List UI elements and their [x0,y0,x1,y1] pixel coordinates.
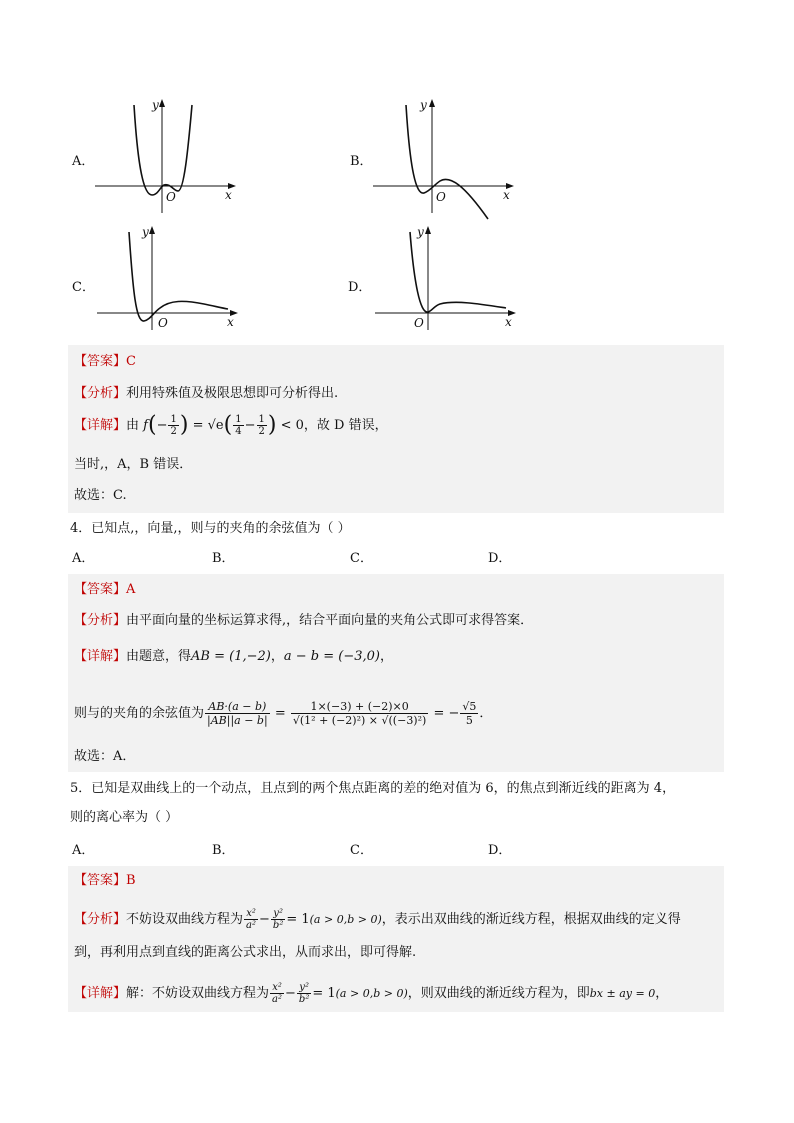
q3-line2: 当时,，A，B 错误． [74,457,193,472]
analysis-tag: 【分析】 [74,912,127,927]
fraction-half: $\frac{1}{2}$ [170,414,177,437]
fraction-half-2: $\frac{1}{2}$ [258,414,265,437]
detail-text-2: ，则双曲线的渐近线方程为，即 [407,986,590,1001]
q5-question-line1: 5．已知是双曲线上的一个动点，且点到的两个焦点距离的差的绝对值为 6，的焦点到渐近线的距离为 4， [70,781,676,796]
condition: (a > 0,b > 0) [309,913,382,926]
q3-conclusion: 故选：C. [74,488,127,503]
answer-tag: 【答案】 [74,873,127,888]
q5-option-d[interactable]: D． [488,843,512,858]
q5-detail-row [74,982,668,1005]
paren-close-2: ) [267,412,277,438]
option-c-label[interactable]: C． [72,280,95,295]
less-than-zero: < 0 [280,418,304,433]
analysis-tag: 【分析】 [74,613,127,628]
graph-a-origin-label: O [166,190,176,204]
detail-tag: 【详解】 [74,418,127,433]
q4-question: 4．已知点,，向量,，则与的夹角的余弦值为（ ） [70,521,351,536]
func-f: f [143,418,148,433]
option-d-label[interactable]: D． [348,280,372,295]
fraction-x2-a2: $\frac{\text{x²}}{\text{a²}}$ [272,982,283,1005]
q5-option-a[interactable]: A． [72,843,95,858]
q4-detail-row [74,648,393,666]
graph-b-y-label: y [420,98,427,112]
graph-a-y-label: y [152,98,159,112]
detail-tag: 【详解】 [74,986,127,1001]
cos-fraction-values: $\frac{1\times(-3) + (-2)\times 0}{\text{√(1² + (−2)²) × √((−3)²)}}$ [292,700,427,727]
graph-c-y-label: y [142,225,149,239]
option-a-label[interactable]: A． [72,154,95,169]
analysis-text: 不妨设双曲线方程为 [126,912,244,927]
q4-cos-row [74,700,492,727]
detail-prefix: 由 [126,418,140,433]
answer-tag: 【答案】 [74,582,127,597]
vector-a-minus-b: a − b = (−3,0) [283,649,380,664]
equals-sign: = [192,418,204,433]
answer-value: C [126,354,136,369]
q5-analysis-line2: 到，再利用点到直线的距离公式求出，从而求出，即可得解. [74,945,417,960]
graph-c [92,222,242,332]
equals-one: = 1 [286,912,310,927]
q4-solution-box [68,574,724,772]
graph-c-origin-label: O [158,316,168,330]
q4-analysis-row [74,612,533,630]
graph-b-origin-label: O [436,190,446,204]
graph-d-x-label: x [505,315,512,329]
separator: ， [270,649,284,664]
detail-end: ， [655,986,669,1001]
q4-conclusion: 故选：A． [74,749,136,764]
graph-a-x-label: x [225,188,232,202]
q5-option-c[interactable]: C． [350,843,373,858]
paren-open: ( [147,412,157,438]
q3-detail-row [74,414,388,437]
detail-text: 解：不妨设双曲线方程为 [126,986,270,1001]
q4-option-d[interactable]: D． [488,551,512,566]
equals-one: = 1 [312,986,336,1001]
detail-end: ， [379,649,393,664]
graph-b-x-label: x [503,188,510,202]
fraction-y2-b2: $\frac{\text{y²}}{\text{b²}}$ [298,982,310,1005]
detail-prefix: 由题意，得 [126,649,192,664]
fraction-y2-b2: $\frac{\text{y²}}{\text{b²}}$ [272,908,284,931]
q5-option-b[interactable]: B． [212,843,235,858]
graph-b [368,95,518,225]
graph-a [90,95,240,215]
condition: (a > 0,b > 0) [335,987,408,1000]
q3-answer-row [74,353,136,371]
equals-negative: = − [433,706,460,721]
fraction-quarter: $\frac{1}{4}$ [235,414,242,437]
answer-value: B [126,873,136,888]
q5-question-line2: 则的离心率为（ ） [70,810,179,825]
graph-d [370,222,520,332]
q5-answer-row [74,872,136,890]
analysis-text: 由平面向量的坐标运算求得,，结合平面向量的夹角公式即可求得答案． [126,613,534,628]
analysis-tag: 【分析】 [74,386,127,401]
q3-analysis-row [74,385,338,403]
q4-option-b[interactable]: B． [212,551,235,566]
cos-result: $\frac{√5}{5}$ [462,700,477,727]
minus-sign: − [285,986,296,1001]
q4-option-c[interactable]: C． [350,551,373,566]
graph-d-y-label: y [417,225,424,239]
paren-open-2: ( [223,412,233,438]
graph-d-origin-label: O [414,316,424,330]
minus-sign-2: − [244,418,256,433]
answer-tag: 【答案】 [74,354,127,369]
analysis-text-2: ，表示出双曲线的渐近线方程，根据双曲线的定义得 [381,912,681,927]
cos-fraction-vectors: $\frac{AB\cdot(a - b)}{|AB||a - b|}$ [207,700,268,727]
detail-tag: 【详解】 [74,649,127,664]
minus-sign: − [156,418,168,433]
detail-suffix: ，故 D 错误， [303,418,388,433]
paren-close: ) [179,412,189,438]
q4-answer-row [74,581,135,599]
vector-ab: AB = (1,−2) [191,649,271,664]
option-b-label[interactable]: B． [350,154,373,169]
q5-analysis-row [74,908,681,931]
equals-sign: = [274,706,286,721]
graph-c-x-label: x [227,315,234,329]
answer-value: A [126,582,136,597]
fraction-x2-a2: $\frac{\text{x²}}{\text{a²}}$ [246,908,257,931]
cos-prefix: 则与的夹角的余弦值为 [74,706,205,721]
minus-sign: − [259,912,270,927]
asymptote-equation: bx ± ay = 0 [589,987,656,1000]
q4-option-a[interactable]: A． [72,551,95,566]
cos-end: ． [479,706,493,721]
analysis-text: 利用特殊值及极限思想即可分析得出. [126,386,339,401]
sqrt-e: √e [207,418,224,433]
